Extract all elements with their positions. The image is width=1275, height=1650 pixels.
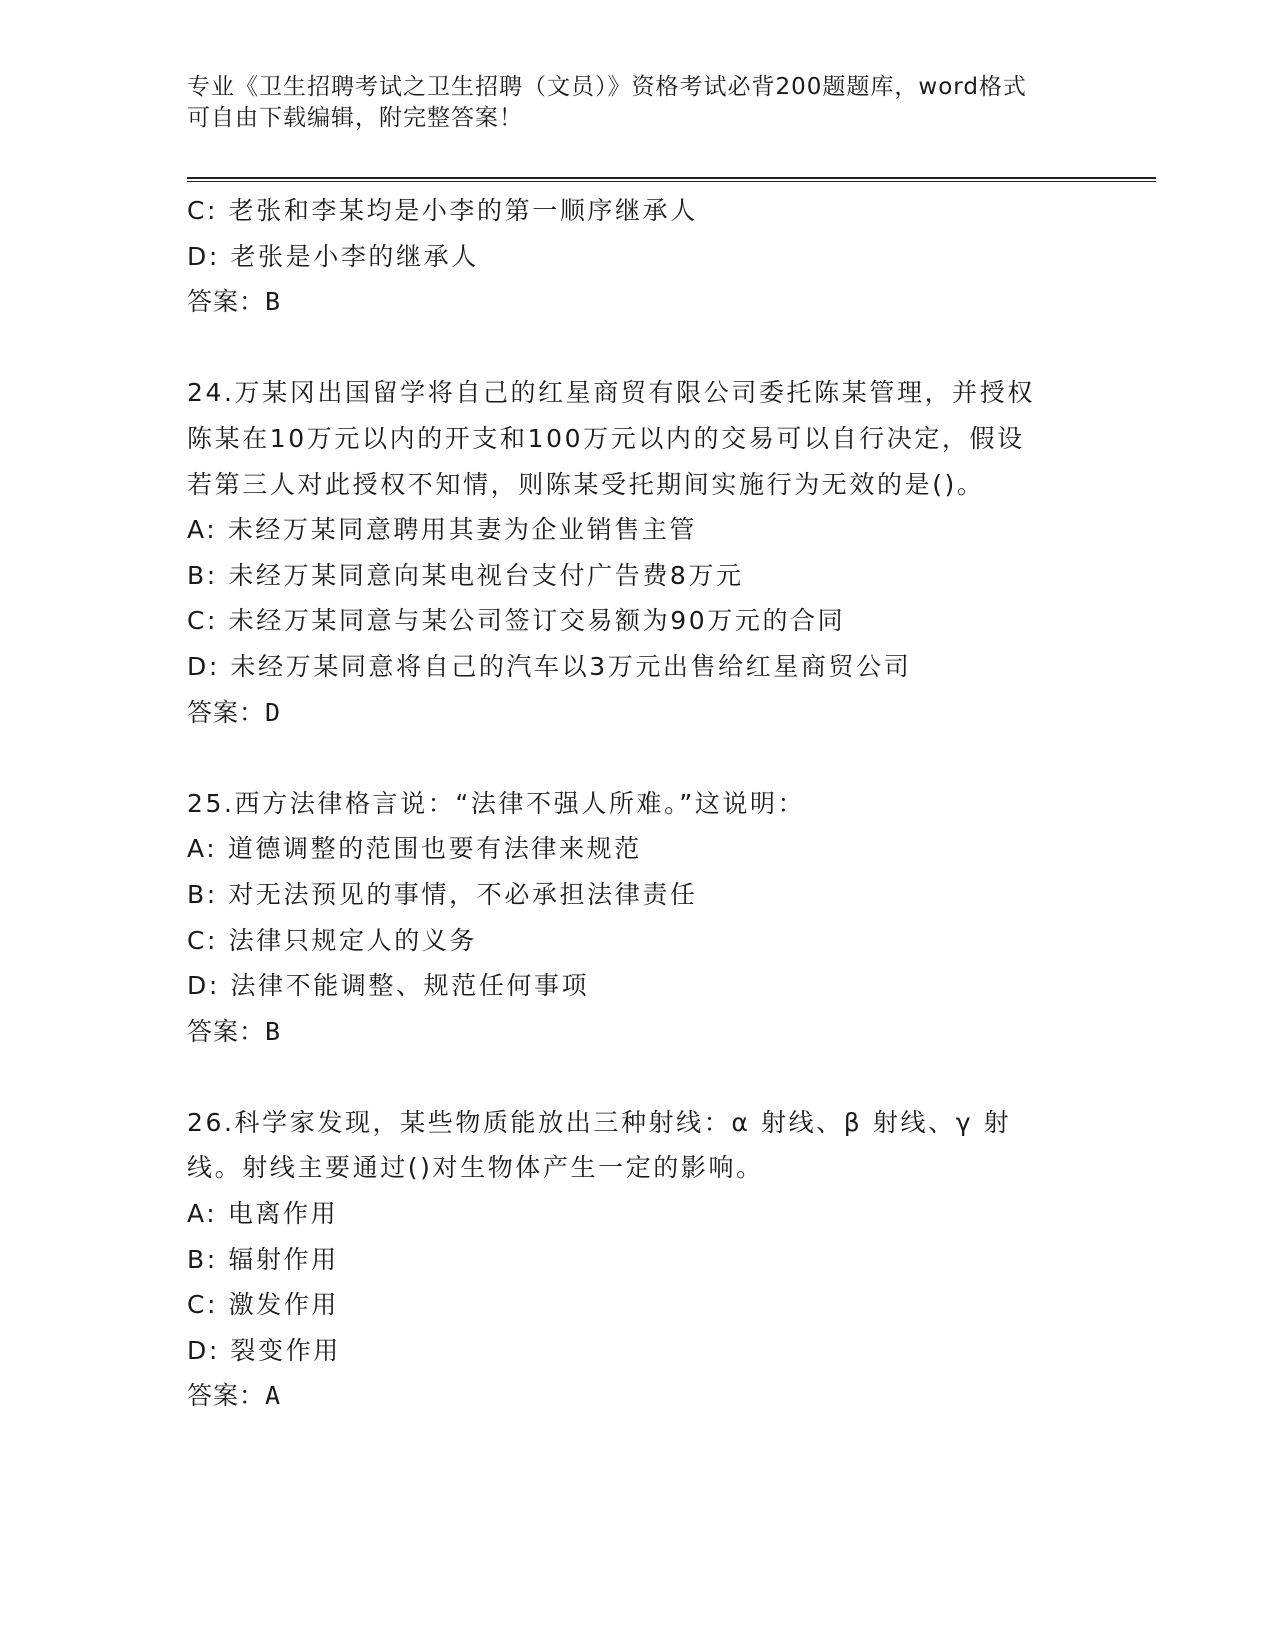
answer-value: A [265, 1381, 282, 1411]
option-a: A: 未经万某同意聘用其妻为企业销售主管 [187, 515, 698, 545]
question-stem-line: 25.西方法律格言说：“法律不强人所难。”这说明： [187, 788, 806, 818]
option-d: D: 裂变作用 [187, 1335, 341, 1365]
header-divider [187, 177, 1156, 182]
spacer [187, 1054, 1087, 1100]
option-b: B: 辐射作用 [187, 1244, 339, 1274]
question-stem-line: 24.万某冈出国留学将自己的红星商贸有限公司委托陈某管理，并授权 [187, 378, 1035, 408]
option-c: C: 激发作用 [187, 1290, 340, 1320]
question-stem-line: 线。射线主要通过()对生物体产生一定的影响。 [187, 1153, 764, 1183]
question-25 [187, 781, 1087, 1055]
answer-line [187, 1009, 1087, 1055]
spacer [187, 735, 1087, 781]
question-24 [187, 370, 1087, 735]
question-26 [187, 1100, 1087, 1419]
answer-line [187, 1373, 1087, 1419]
question-stem-line: 若第三人对此授权不知情，则陈某受托期间实施行为无效的是()。 [187, 469, 985, 499]
option-a: A: 电离作用 [187, 1199, 339, 1229]
option-c: C: 老张和李某均是小李的第一顺序继承人 [187, 196, 698, 225]
header-title-line-2: 可自由下载编辑，附完整答案！ [187, 105, 523, 131]
option-d: D: 未经万某同意将自己的汽车以3万元出售给红星商贸公司 [187, 651, 912, 681]
answer-label: 答案： [187, 1016, 266, 1046]
option-c: C: 未经万某同意与某公司签订交易额为90万元的合同 [187, 606, 846, 636]
option-b: B: 对无法预见的事情，不必承担法律责任 [187, 879, 698, 909]
answer-label: 答案： [187, 1381, 266, 1411]
header-title-line-1: 专业《卫生招聘考试之卫生招聘（文员）》资格考试必背200题题库，word格式 [187, 74, 1027, 100]
spacer [187, 325, 1087, 371]
answer-label: 答案： [187, 697, 266, 727]
question-stem-line: 26.科学家发现，某些物质能放出三种射线：α 射线、β 射线、γ 射 [187, 1107, 1012, 1137]
option-d: D: 老张是小李的继承人 [187, 241, 479, 271]
answer-value: D [265, 697, 282, 727]
question-stem-line: 陈某在10万元以内的开支和100万元以内的交易可以自行决定，假设 [187, 423, 1025, 453]
answer-line [187, 690, 1087, 736]
option-a: A: 道德调整的范围也要有法律来规范 [187, 834, 642, 864]
document-body [187, 188, 1087, 1419]
option-c: C: 法律只规定人的义务 [187, 925, 478, 955]
question-23-continued [187, 188, 1087, 325]
answer-value: B [265, 287, 282, 317]
document-header [187, 72, 1087, 134]
answer-value: B [265, 1016, 282, 1046]
option-d: D: 法律不能调整、规范任何事项 [187, 971, 590, 1001]
option-b: B: 未经万某同意向某电视台支付广告费8万元 [187, 560, 744, 590]
answer-label: 答案： [187, 287, 266, 317]
answer-line [187, 279, 1087, 325]
